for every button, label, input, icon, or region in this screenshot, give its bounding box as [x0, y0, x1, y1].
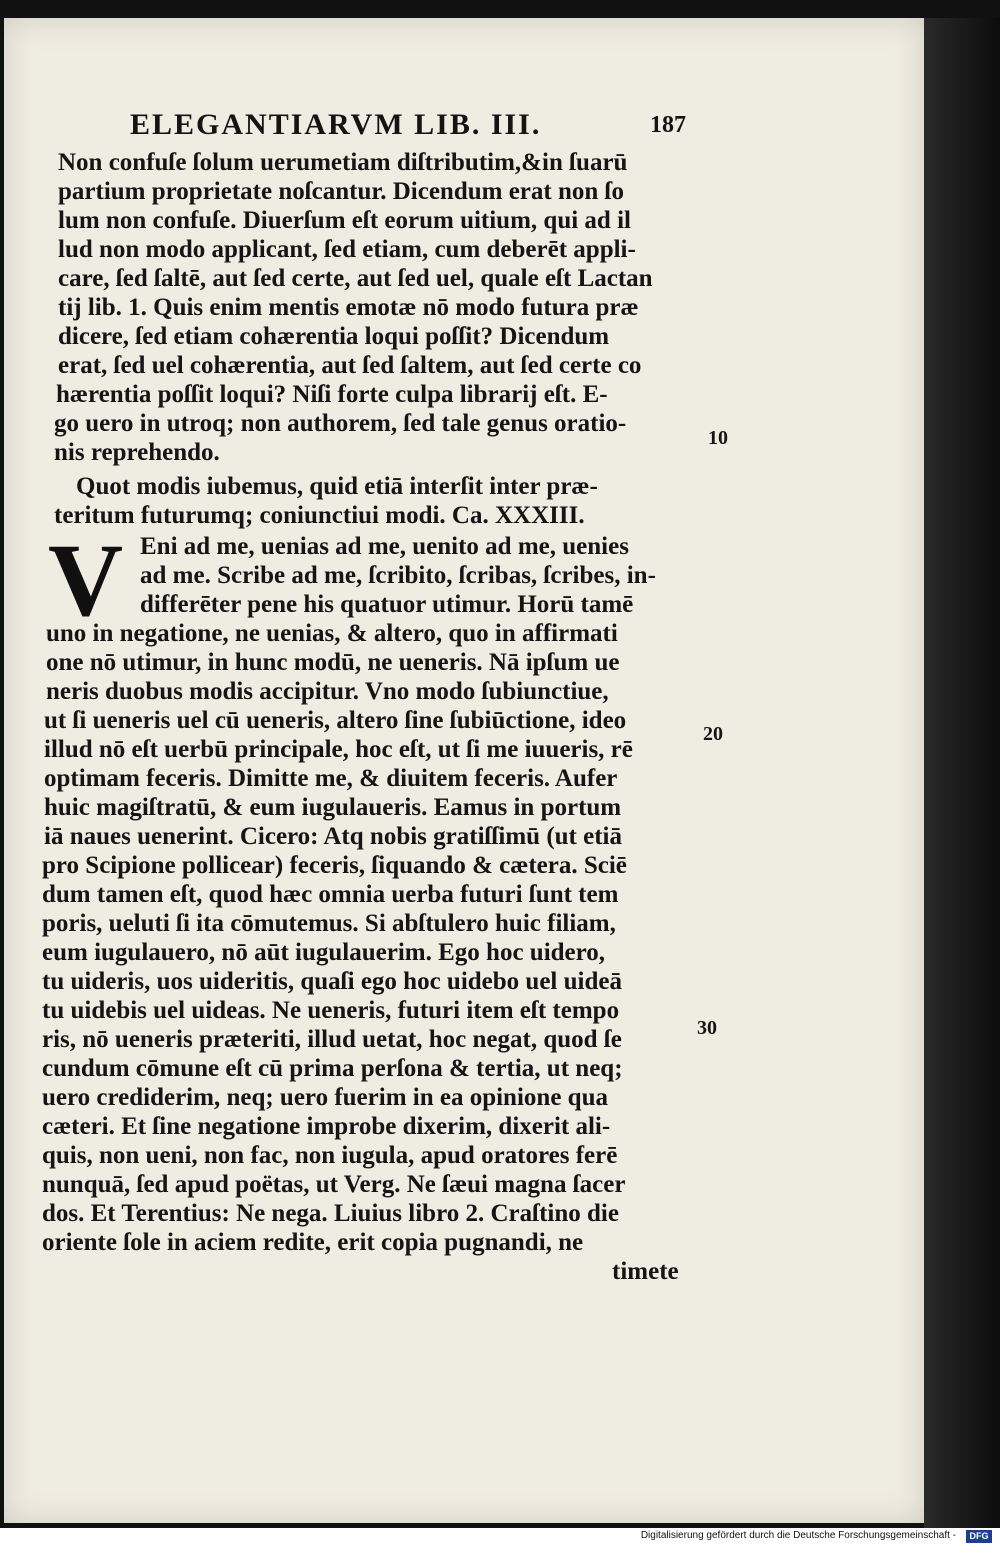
text-line: nunquā, ſed apud poëtas, ut Verg. Ne ſæui magna ſacer [42, 1171, 626, 1198]
text-line: erat, ſed uel cohærentia, aut ſed ſaltem, aut ſed certe co [58, 352, 642, 379]
dfg-logo-icon: DFG [966, 1530, 992, 1543]
text-line: poris, ueluti ſi ita cōmutemus. Si abſtulero huic filiam, [42, 910, 616, 937]
text-line: partium proprietate noſcantur. Dicendum erat non ſo [58, 178, 624, 205]
text-line: huic magiſtratū, & eum iugulaueris. Eamus in portum [44, 794, 622, 821]
text-line: Non confuſe ſolum uerumetiam diſtributim,&in ſuarū [58, 149, 628, 176]
text-line: cundum cōmune eſt cū prima perſona & tertia, ut neq; [42, 1055, 623, 1082]
text-line: dicere, ſed etiam cohærentia loqui poſſit? Dicendum [58, 323, 610, 350]
text-line: Eni ad me, uenias ad me, uenito ad me, uenies [140, 533, 629, 560]
text-line: tu uideris, uos uideritis, quaſi ego hoc uidebo uel uideā [42, 968, 622, 995]
catchword: timete [612, 1258, 679, 1285]
text-line: ris, nō ueneris præteriti, illud uetat, hoc negat, quod ſe [42, 1026, 622, 1053]
text-line: go uero in utroq; non authorem, ſed tale genus oratio- [54, 410, 627, 437]
text-line: lud non modo applicant, ſed etiam, cum deberēt appli- [58, 236, 636, 263]
text-line: uero crediderim, neq; uero fuerim in ea opinione qua [42, 1084, 608, 1111]
chapter-heading: Quot modis iubemus, quid etiā interſit inter præ- [76, 473, 598, 500]
scan-edge [924, 18, 1000, 1528]
text-line: dum tamen eſt, quod hæc omnia uerba futuri ſunt tem [42, 881, 619, 908]
funding-credit: Digitalisierung gefördert durch die Deutsche Forschungsgemeinschaft - [640, 1530, 956, 1541]
text-line: differēter pene his quatuor utimur. Horū tamē [140, 591, 634, 618]
text-line: dos. Et Terentius: Ne nega. Liuius libro 2. Craſtino die [42, 1200, 619, 1227]
text-line: ad me. Scribe ad me, ſcribito, ſcribas, ſcribes, in- [140, 562, 656, 589]
text-line: uno in negatione, ne uenias, & altero, quo in affirmati [46, 620, 618, 647]
page-number: 187 [650, 112, 686, 138]
text-line: tij lib. 1. Quis enim mentis emotæ nō modo futura præ [58, 294, 639, 321]
text-line: optimam feceris. Dimitte me, & diuitem feceris. Aufer [44, 765, 618, 792]
text-line: cæteri. Et ſine negatione improbe dixerim, dixerit ali- [42, 1113, 611, 1140]
chapter-heading: teritum futurumq; coniunctiui modi. Ca. XXXIII. [54, 502, 585, 529]
text-line: iā naues uenerint. Cicero: Atq nobis gratiſſimū (ut etiā [44, 823, 623, 850]
drop-capital: V [48, 523, 124, 638]
text-line: pro Scipione pollicear) feceris, ſiquando & cætera. Sciē [42, 852, 627, 879]
text-line: lum non confuſe. Diuerſum eſt eorum uitium, qui ad il [58, 207, 631, 234]
text-line: hærentia poſſit loqui? Niſi forte culpa librarij eſt. E- [56, 381, 608, 408]
text-line: ut ſi ueneris uel cū ueneris, altero ſine ſubiūctione, ideo [44, 707, 627, 734]
line-number-marker: 20 [703, 723, 723, 745]
line-number-marker: 10 [708, 427, 728, 449]
text-line: tu uidebis uel uideas. Ne ueneris, futuri item eſt tempo [42, 997, 620, 1024]
text-line: neris duobus modis accipitur. Vno modo ſubiunctiue, [46, 678, 609, 705]
text-line: eum iugulauero, nō aūt iugulauerim. Ego hoc uidero, [42, 939, 606, 966]
running-title: ELEGANTIARVM LIB. III. [130, 108, 542, 141]
text-line: oriente ſole in aciem redite, erit copia pugnandi, ne [42, 1229, 584, 1256]
text-line: illud nō eſt uerbū principale, hoc eſt, ut ſi me iuueris, rē [44, 736, 633, 763]
text-line: nis reprehendo. [54, 439, 220, 466]
line-number-marker: 30 [697, 1017, 717, 1039]
text-line: quis, non ueni, non fac, non iugula, apud oratores ferē [42, 1142, 618, 1169]
text-line: one nō utimur, in hunc modū, ne ueneris. Nā ipſum ue [46, 649, 620, 676]
running-head [130, 108, 690, 148]
text-line: care, ſed ſaltē, aut ſed certe, aut ſed uel, quale eſt Lactan [58, 265, 653, 292]
